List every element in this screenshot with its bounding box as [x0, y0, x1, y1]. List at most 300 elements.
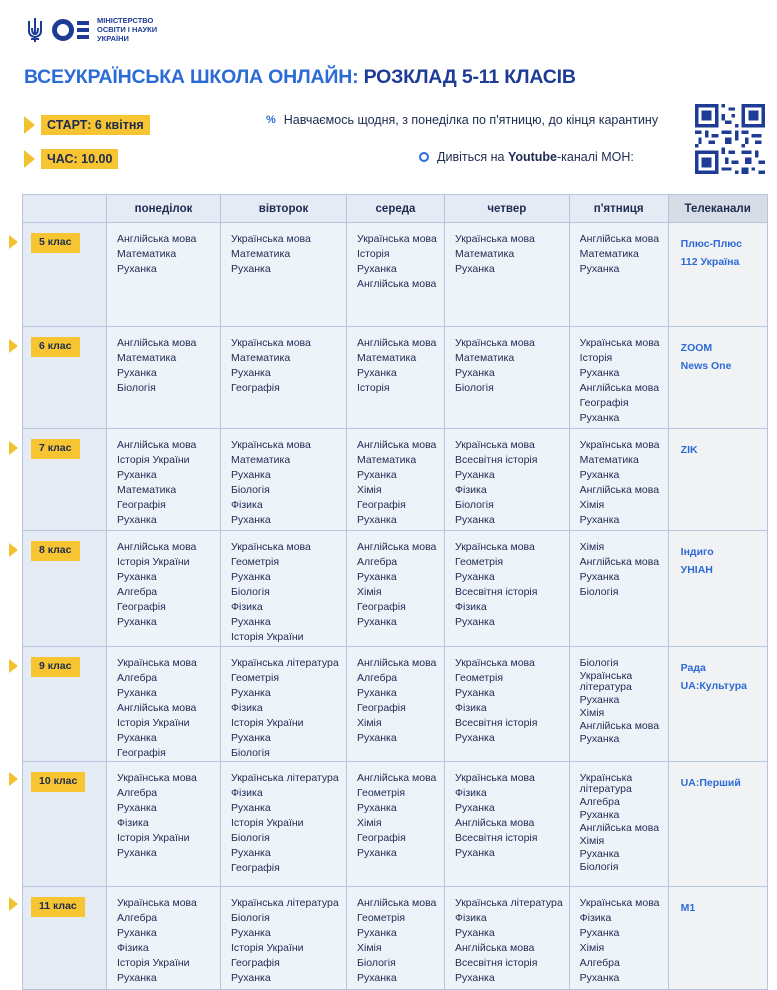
header-monday: понеділок [107, 195, 221, 223]
channels-cell [668, 327, 767, 429]
day-cell-wednesday [347, 762, 445, 887]
subject: Українська мова [455, 772, 535, 784]
circle-bullet-icon [419, 152, 429, 162]
subject: Англійська мова [117, 439, 197, 451]
subject: Історія [357, 382, 390, 394]
tv-channel: News One [680, 360, 732, 372]
subject: Англійська мова [357, 337, 437, 349]
subject: Руханка [357, 732, 397, 744]
subject: Англійська мова [579, 233, 660, 245]
subject: Українська мова [455, 657, 535, 669]
subject: Руханка [357, 616, 397, 628]
subject: Руханка [455, 802, 495, 814]
subject: Географія [357, 702, 406, 714]
subject: Руханка [579, 972, 620, 984]
subject: Фізика [455, 702, 487, 714]
subject: Хімія [579, 499, 605, 511]
subject: Хімія [357, 717, 382, 729]
class-badge: 8 клас [31, 541, 80, 561]
subject: Хімія [357, 586, 382, 598]
subject: Українська мова [455, 541, 535, 553]
subject: Руханка [455, 927, 495, 939]
table-row [23, 887, 768, 990]
subject: Географія [357, 601, 406, 613]
day-cell-wednesday [347, 429, 445, 531]
schedule-note [266, 113, 658, 127]
percent-icon: % [266, 114, 276, 126]
header-channels: Телеканали [668, 195, 767, 223]
subject: Геометрія [357, 787, 406, 799]
day-cell-thursday [445, 762, 570, 887]
subject: Англійська мова [117, 702, 197, 714]
subject: Українська мова [117, 772, 197, 784]
row-arrow-icon [9, 772, 18, 786]
day-cell-friday [569, 223, 668, 327]
subject: Руханка [231, 687, 271, 699]
youtube-note [419, 150, 634, 164]
row-arrow-icon [9, 543, 18, 557]
subject: Фізика [231, 702, 263, 714]
subject: Алгебра [117, 912, 158, 924]
class-badge: 5 клас [31, 233, 80, 253]
subject: Руханка [357, 847, 397, 859]
subject: Руханка [455, 514, 495, 526]
subject: Руханка [579, 263, 620, 275]
subject: Руханка [117, 687, 157, 699]
subject: Географія [579, 397, 629, 409]
subject: Хімія [579, 835, 605, 847]
subject: Руханка [455, 847, 495, 859]
subject: Руханка [231, 616, 271, 628]
subject: Біологія [579, 586, 619, 598]
table-header-row [23, 195, 768, 223]
subject: Руханка [455, 263, 495, 275]
arrow-icon [24, 116, 35, 134]
subject: Географія [231, 957, 280, 969]
day-cell-monday [107, 762, 221, 887]
subject: Географія [117, 747, 166, 759]
subject: Руханка [357, 972, 397, 984]
subject: Руханка [231, 927, 271, 939]
row-arrow-icon [9, 441, 18, 455]
subject: Руханка [579, 848, 620, 860]
subject: Українська мова [357, 233, 437, 245]
subject: Алгебра [117, 586, 158, 598]
subject: Математика [117, 248, 177, 260]
channels-cell [668, 429, 767, 531]
subject: Українська мова [455, 337, 535, 349]
day-cell-monday [107, 647, 221, 762]
subject: Фізика [231, 499, 263, 511]
subject: Руханка [455, 616, 495, 628]
subject: Англійська мова [117, 337, 197, 349]
subject: Руханка [455, 687, 495, 699]
subject: Руханка [579, 514, 620, 526]
subject: Біологія [579, 861, 619, 873]
day-cell-wednesday [347, 887, 445, 990]
subject: Руханка [117, 514, 157, 526]
subject: Українська література [579, 772, 633, 795]
class-cell [23, 223, 107, 327]
subject: Руханка [117, 927, 157, 939]
subject: Руханка [357, 367, 397, 379]
subject: Хімія [579, 707, 605, 719]
subject: Руханка [231, 469, 271, 481]
subject: Біологія [455, 499, 494, 511]
subject: Англійська мова [455, 817, 535, 829]
day-cell-friday [569, 762, 668, 887]
subject: Географія [231, 862, 280, 874]
day-cell-friday [569, 647, 668, 762]
subject: Руханка [231, 571, 271, 583]
subject: Руханка [455, 571, 495, 583]
subject: Руханка [579, 412, 620, 424]
title-accent: ВСЕУКРАЇНСЬКА ШКОЛА ОНЛАЙН: [24, 66, 359, 88]
subject: Біологія [231, 747, 270, 759]
subject: Руханка [117, 847, 157, 859]
day-cell-tuesday [221, 762, 347, 887]
qr-code-icon[interactable] [695, 104, 765, 174]
subject: Руханка [579, 571, 620, 583]
channels-cell [668, 531, 767, 647]
subject: Англійська мова [579, 382, 660, 394]
subject: Математика [357, 454, 417, 466]
class-cell [23, 531, 107, 647]
subject: Біологія [231, 484, 270, 496]
subject: Біологія [231, 832, 270, 844]
subject: Алгебра [117, 672, 158, 684]
subject: Англійська мова [117, 233, 197, 245]
header-friday: п'ятниця [569, 195, 668, 223]
table-row [23, 647, 768, 762]
subject: Українська мова [455, 233, 535, 245]
subject: Всесвітня історія [455, 832, 538, 844]
subject: Алгебра [117, 787, 158, 799]
subject: Українська література [231, 657, 339, 669]
subject: Всесвітня історія [455, 717, 538, 729]
subject: Руханка [231, 972, 271, 984]
day-cell-thursday [445, 647, 570, 762]
channels-cell [668, 647, 767, 762]
subject: Руханка [455, 469, 495, 481]
subject: Історія України [231, 817, 304, 829]
subject: Математика [231, 248, 291, 260]
schedule-table [22, 194, 768, 990]
day-cell-tuesday [221, 223, 347, 327]
table-row [23, 429, 768, 531]
subject: Українська мова [231, 439, 311, 451]
subject: Геометрія [231, 672, 280, 684]
subject: Англійська мова [579, 484, 660, 496]
subject: Українська мова [579, 439, 660, 451]
subject: Руханка [231, 367, 271, 379]
subject: Математика [579, 248, 639, 260]
tv-channel: 112 Україна [680, 256, 740, 268]
trident-icon [26, 17, 44, 43]
subject: Геометрія [357, 912, 406, 924]
subject: Історія України [117, 832, 190, 844]
subject: Руханка [357, 802, 397, 814]
subject: Руханка [231, 514, 271, 526]
subject: Українська мова [117, 657, 197, 669]
class-cell [23, 647, 107, 762]
subject: Руханка [231, 802, 271, 814]
subject: Англійська мова [357, 541, 437, 553]
subject: Руханка [117, 367, 157, 379]
subject: Руханка [231, 847, 271, 859]
subject: Історія України [117, 454, 190, 466]
subject: Руханка [117, 616, 157, 628]
day-cell-monday [107, 327, 221, 429]
subject: Англійська мова [579, 822, 660, 834]
tv-channel: Індиго [680, 546, 714, 558]
subject: Руханка [579, 733, 620, 745]
subject: Історія [357, 248, 390, 260]
subject: Хімія [357, 484, 382, 496]
channels-cell [668, 223, 767, 327]
subject: Англійська мова [357, 439, 437, 451]
subject: Алгебра [357, 672, 398, 684]
subject: Всесвітня історія [455, 454, 538, 466]
subject: Хімія [579, 942, 605, 954]
subject: Українська література [231, 897, 339, 909]
tv-channel: UA:Перший [680, 777, 741, 789]
subject: Алгебра [357, 556, 398, 568]
start-date-label: СТАРТ: 6 квітня [41, 115, 150, 135]
header-thursday: четвер [445, 195, 570, 223]
day-cell-thursday [445, 531, 570, 647]
subject: Фізика [117, 942, 149, 954]
row-arrow-icon [9, 339, 18, 353]
class-badge: 10 клас [31, 772, 85, 792]
day-cell-wednesday [347, 647, 445, 762]
day-cell-thursday [445, 429, 570, 531]
ministry-logo [26, 16, 177, 43]
subject: Руханка [231, 263, 271, 275]
subject: Всесвітня історія [455, 586, 538, 598]
subject: Фізика [231, 601, 263, 613]
subject: Українська мова [579, 337, 660, 349]
tv-channel: UA:Культура [680, 680, 748, 692]
subject: Фізика [231, 787, 263, 799]
subject: Українська мова [579, 897, 660, 909]
subject: Руханка [579, 927, 620, 939]
subject: Англійська мова [579, 720, 660, 732]
tv-channel: Рада [680, 662, 706, 674]
subject: Англійська мова [357, 772, 437, 784]
subject: Українська мова [231, 541, 311, 553]
day-cell-friday [569, 327, 668, 429]
page-title [24, 66, 576, 89]
day-cell-friday [569, 887, 668, 990]
subject: Біологія [117, 382, 156, 394]
day-cell-friday [569, 531, 668, 647]
table-row [23, 762, 768, 887]
subject: Всесвітня історія [455, 957, 538, 969]
class-cell [23, 887, 107, 990]
subject: Руханка [357, 687, 397, 699]
day-cell-wednesday [347, 223, 445, 327]
subject: Алгебра [579, 796, 620, 808]
subject: Руханка [357, 571, 397, 583]
subject: Фізика [455, 484, 487, 496]
subject: Географія [117, 499, 166, 511]
subject: Українська мова [117, 897, 197, 909]
subject: Математика [357, 352, 417, 364]
time-tag [24, 149, 118, 169]
subject: Математика [117, 352, 177, 364]
subject: Українська мова [455, 439, 535, 451]
subject: Біологія [455, 382, 494, 394]
ministry-name: МІНІСТЕРСТВО ОСВІТИ І НАУКИ УКРАЇНИ [97, 16, 158, 43]
subject: Англійська мова [357, 897, 437, 909]
subject: Географія [231, 382, 280, 394]
subject: Біологія [579, 657, 619, 669]
subject: Руханка [117, 732, 157, 744]
header-tuesday: вівторок [221, 195, 347, 223]
class-badge: 7 клас [31, 439, 80, 459]
subject: Англійська мова [117, 541, 197, 553]
subject: Історія України [231, 942, 304, 954]
day-cell-monday [107, 531, 221, 647]
arrow-icon [24, 150, 35, 168]
day-cell-friday [569, 429, 668, 531]
subject: Руханка [579, 809, 620, 821]
subject: Руханка [117, 263, 157, 275]
subject: Фізика [455, 912, 487, 924]
day-cell-monday [107, 223, 221, 327]
subject: Математика [231, 352, 291, 364]
subject: Руханка [357, 469, 397, 481]
subject: Географія [357, 832, 406, 844]
subject: Біологія [231, 586, 270, 598]
subject: Руханка [455, 367, 495, 379]
mon-logo-icon [52, 19, 89, 41]
subject: Руханка [231, 732, 271, 744]
subject: Англійська мова [357, 278, 437, 290]
day-cell-tuesday [221, 531, 347, 647]
subject: Геометрія [455, 672, 504, 684]
subject: Географія [117, 601, 166, 613]
subject: Біологія [357, 957, 396, 969]
class-badge: 11 клас [31, 897, 85, 917]
subject: Англійська мова [455, 942, 535, 954]
subject: Англійська мова [579, 556, 660, 568]
day-cell-thursday [445, 327, 570, 429]
tv-channel: УНІАН [680, 564, 713, 576]
subject: Математика [455, 352, 515, 364]
subject: Українська мова [231, 233, 311, 245]
subject: Українська мова [231, 337, 311, 349]
subject: Географія [357, 499, 406, 511]
subject: Математика [117, 484, 177, 496]
youtube-note-text: Дивіться на Youtube-каналі МОН: [437, 150, 634, 164]
subject: Геометрія [231, 556, 280, 568]
subject: Українська література [231, 772, 339, 784]
subject: Алгебра [579, 957, 620, 969]
subject: Історія України [117, 957, 190, 969]
class-badge: 6 клас [31, 337, 80, 357]
subject: Фізика [117, 817, 149, 829]
subject: Історія України [117, 717, 190, 729]
subject: Українська література [455, 897, 563, 909]
subject: Руханка [357, 263, 397, 275]
subject: Руханка [455, 732, 495, 744]
day-cell-tuesday [221, 887, 347, 990]
subject: Хімія [357, 942, 382, 954]
tv-channel: ZIK [680, 444, 698, 456]
row-arrow-icon [9, 659, 18, 673]
subject: Історія України [231, 631, 304, 643]
subject: Руханка [357, 927, 397, 939]
tv-channel: ZOOM [680, 342, 713, 354]
subject: Історія України [117, 556, 190, 568]
subject: Руханка [357, 514, 397, 526]
day-cell-wednesday [347, 531, 445, 647]
subject: Руханка [117, 802, 157, 814]
header-blank [23, 195, 107, 223]
subject: Геометрія [455, 556, 504, 568]
class-cell [23, 429, 107, 531]
subject: Математика [455, 248, 515, 260]
subject: Математика [579, 454, 639, 466]
class-cell [23, 762, 107, 887]
subject: Англійська мова [357, 657, 437, 669]
subject: Руханка [117, 972, 157, 984]
subject: Руханка [117, 571, 157, 583]
day-cell-monday [107, 429, 221, 531]
subject: Руханка [579, 694, 620, 706]
title-rest: РОЗКЛАД 5-11 КЛАСІВ [363, 66, 576, 88]
channels-cell [668, 887, 767, 990]
table-row [23, 327, 768, 429]
header-wednesday: середа [347, 195, 445, 223]
row-arrow-icon [9, 235, 18, 249]
subject: Руханка [117, 469, 157, 481]
day-cell-thursday [445, 223, 570, 327]
day-cell-tuesday [221, 647, 347, 762]
start-date-tag [24, 115, 150, 135]
subject: Математика [231, 454, 291, 466]
channels-cell [668, 762, 767, 887]
subject: Біологія [231, 912, 270, 924]
table-row [23, 531, 768, 647]
subject: Руханка [579, 367, 620, 379]
table-row [23, 223, 768, 327]
time-label: ЧАС: 10.00 [41, 149, 118, 169]
day-cell-thursday [445, 887, 570, 990]
subject: Хімія [579, 541, 605, 553]
class-badge: 9 клас [31, 657, 80, 677]
subject: Руханка [455, 972, 495, 984]
schedule-note-text: Навчаємось щодня, з понеділка по п'ятницю, до кінця карантину [283, 113, 659, 127]
day-cell-wednesday [347, 327, 445, 429]
subject: Фізика [455, 601, 487, 613]
subject: Фізика [579, 912, 612, 924]
row-arrow-icon [9, 897, 18, 911]
tv-channel: М1 [680, 902, 696, 914]
subject: Фізика [455, 787, 487, 799]
day-cell-monday [107, 887, 221, 990]
subject: Історія України [231, 717, 304, 729]
day-cell-tuesday [221, 429, 347, 531]
subject: Руханка [579, 469, 620, 481]
class-cell [23, 327, 107, 429]
subject: Історія [579, 352, 613, 364]
subject: Хімія [357, 817, 382, 829]
subject: Українська література [579, 670, 633, 693]
day-cell-tuesday [221, 327, 347, 429]
